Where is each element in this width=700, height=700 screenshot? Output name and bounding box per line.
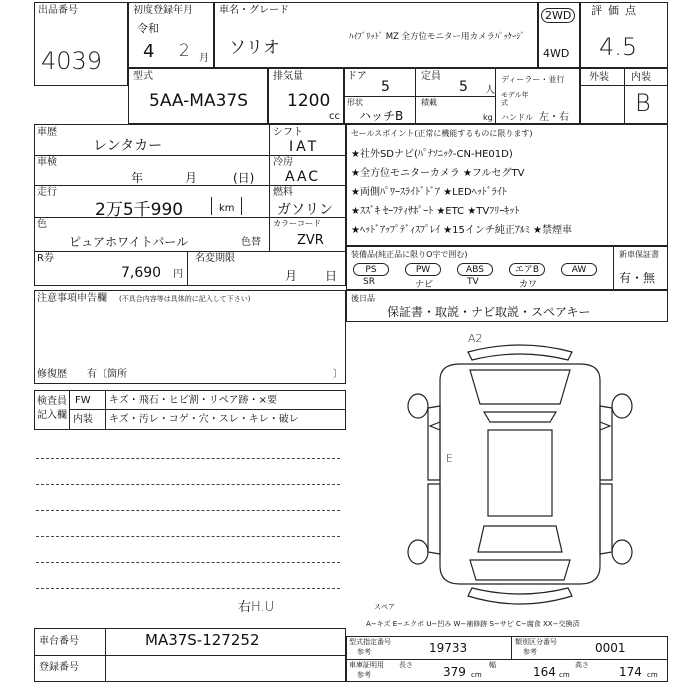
fw-items: キズ・飛石・ヒビ割・リペア跡・×要	[109, 395, 277, 406]
cert-ref: 参考	[357, 671, 371, 679]
interior-row-label: 内装	[73, 414, 93, 425]
length-value: 379	[443, 665, 466, 679]
chassis-value: MA37S-127252	[145, 631, 260, 649]
equipment-item: SR	[363, 277, 375, 287]
width-value: 164	[533, 665, 556, 679]
drive-2wd: 2WD	[541, 8, 575, 23]
new-warranty-label: 新車保証書	[619, 250, 659, 259]
equipment-badge: PW	[405, 263, 441, 276]
repair-label: 修復歴	[37, 369, 67, 380]
reg-year: 4	[143, 41, 155, 62]
color-code-label: カラーコード	[273, 219, 321, 228]
reg-date-box	[128, 2, 214, 68]
color-label: 色	[37, 219, 47, 230]
inspection-year: 年	[131, 171, 144, 185]
doors-label: ドア	[347, 71, 367, 82]
aftermarket-label: 後日品	[351, 294, 375, 303]
sales-point-item: ★両側ﾊﾟﾜｰｽﾗｲﾄﾞﾄﾞｱ ★LEDﾍｯﾄﾞﾗｲﾄ	[351, 187, 507, 198]
equipment-item: TV	[467, 277, 479, 287]
inspector-label: 検査員記入欄	[37, 396, 67, 421]
length-label: 長さ	[399, 661, 413, 669]
displacement-box	[268, 68, 344, 124]
score-box	[580, 2, 668, 68]
color-code-value: ZVR	[297, 233, 324, 248]
inspection-day: (日)	[233, 171, 255, 185]
category-ref: 参考	[523, 648, 537, 656]
exterior-label: 外装	[589, 72, 609, 83]
model-designation-ref: 参考	[357, 648, 371, 656]
handle-value: 左・右	[539, 112, 569, 123]
reg-year-label: 初度登録年月	[133, 5, 193, 16]
displacement-value: 1200	[287, 91, 331, 111]
km-unit: km	[219, 203, 235, 214]
shape-value: ハッチB	[359, 109, 404, 123]
model-year-label: モデル年式	[501, 91, 529, 107]
kg-unit: kg	[483, 113, 493, 122]
mileage-label: 走行	[37, 187, 57, 198]
width-unit: cm	[559, 671, 570, 679]
registration-label: 登録番号	[39, 662, 79, 673]
category-label: 類別区分番号	[515, 638, 557, 646]
era: 令和	[137, 22, 159, 35]
model-designation-value: 19733	[429, 641, 468, 655]
model-value: 5AA-MA37S	[149, 91, 249, 111]
spare-label: スペア	[374, 603, 395, 611]
equipment-badge: AW	[561, 263, 597, 276]
lot-number-box	[34, 2, 128, 86]
history-block	[34, 124, 346, 286]
color-no-label: 色替	[241, 237, 261, 248]
sales-point-item: ★全方位モニターカメラ ★フルセグTV	[351, 168, 525, 179]
handle-label: ハンドル	[501, 113, 533, 122]
model-label: 型式	[133, 71, 153, 82]
height-label: 高さ	[575, 661, 589, 669]
lot-label: 出品番号	[38, 5, 78, 16]
doors-value: 5	[381, 79, 390, 95]
interior-label: 内装	[631, 72, 651, 83]
inspector-box	[34, 390, 346, 430]
damage-legend: A−キズ E−エクボ U−凹み W−補修跡 S−サビ C−腐食 XX−交換済	[366, 620, 580, 628]
interior-items: キズ・汚レ・コゲ・穴・スレ・キレ・破レ	[109, 414, 299, 425]
equipment-badge: PS	[353, 263, 389, 276]
recycle-value: 7,690	[121, 265, 162, 281]
history-value: レンタカー	[93, 138, 163, 154]
title-deadline-month: 月	[285, 269, 298, 283]
name-grade-label: 車名・グレード	[219, 5, 289, 16]
chassis-label: 車台番号	[39, 636, 79, 647]
mark-e: E	[446, 452, 453, 465]
mileage-value: 2万5千990	[95, 200, 184, 220]
shift-label: シフト	[273, 127, 303, 138]
month-unit: 月	[199, 53, 209, 64]
cooler-value: AAC	[285, 169, 321, 185]
cc-unit: cc	[329, 111, 340, 122]
color-value: ピュアホワイトパール	[69, 235, 189, 249]
car-name: ソリオ	[229, 38, 280, 58]
sales-point-item: ★社外SDナビ(ﾊﾟﾅｿﾆｯｸ-CN-HE01D)	[351, 149, 513, 160]
mark-a2: A2	[468, 332, 483, 345]
aftermarket-box	[346, 290, 668, 322]
capacity-value: 5	[459, 79, 468, 95]
caution-sub: (不具合内容等は具体的に記入して下さい)	[119, 295, 251, 303]
name-grade-box	[214, 2, 538, 68]
title-deadline-day: 日	[325, 269, 338, 283]
equipment-badge: エアB	[509, 263, 545, 276]
grade: ﾊｲﾌﾞﾘｯﾄﾞ MZ 全方位モニター用カメラﾊﾟｯｹｰｼﾞ	[349, 32, 525, 42]
displacement-label: 排気量	[273, 71, 303, 82]
car-diagram	[400, 330, 640, 620]
equipment-item: カワ	[519, 280, 538, 290]
sales-point-item: ★ﾍｯﾄﾞｱｯﾌﾟﾃﾞｨｽﾌﾟﾚｲ ★15インチ純正ｱﾙﾐ ★禁煙車	[351, 225, 572, 236]
load-label: 積載	[421, 98, 437, 107]
lot-number: 4039	[41, 47, 103, 75]
body-box	[344, 68, 580, 124]
interior-grade: B	[635, 89, 651, 117]
recycle-unit: 円	[173, 269, 183, 280]
repair-value: 有〔箇所	[87, 369, 127, 380]
width-label: 幅	[489, 661, 496, 669]
inspection-label: 車検	[37, 157, 57, 168]
fuel-label: 燃料	[273, 187, 293, 198]
shape-label: 形状	[347, 98, 363, 107]
length-unit: cm	[471, 671, 482, 679]
history-label: 車歴	[37, 127, 57, 138]
repair-close: 〕	[333, 369, 343, 380]
fuel-value: ガソリン	[277, 202, 333, 218]
score-label: 評価点	[591, 4, 642, 17]
inspection-month: 月	[185, 171, 198, 185]
ext-int-box	[580, 68, 668, 124]
cooler-label: 冷房	[273, 157, 293, 168]
sales-points-box	[346, 124, 668, 246]
new-warranty-value: 有・無	[619, 271, 656, 285]
caution-label: 注意事項申告欄	[37, 293, 107, 304]
score-value: 4.5	[599, 33, 638, 61]
equipment-badge: ABS	[457, 263, 493, 276]
equipment-box	[346, 246, 668, 290]
recycle-label: R券	[37, 253, 54, 264]
sales-points-title: セールスポイント(正常に機能するものに限ります)	[351, 129, 533, 138]
drive-4wd: 4WD	[543, 47, 570, 60]
equipment-title: 装備品(純正品に限りO字で囲む)	[351, 250, 468, 259]
shift-value: IAT	[289, 139, 320, 155]
model-box	[128, 68, 268, 124]
fw-label: FW	[75, 395, 91, 406]
drive-box	[538, 2, 580, 68]
reg-month: 2	[179, 41, 190, 61]
sales-point-item: ★ｽｽﾞｷ ｾｰﾌﾃｨｻﾎﾟｰﾄ ★ETC ★TVﾌﾘｰｷｯﾄ	[351, 206, 520, 217]
equipment-item: ナビ	[415, 280, 434, 290]
aftermarket-value: 保証書・取説・ナビ取説・スペアキー	[387, 305, 591, 319]
title-deadline-label: 名変期限	[195, 253, 235, 264]
handwritten-note: 右H.U	[238, 600, 275, 615]
capacity-unit: 人	[485, 85, 495, 96]
caution-box	[34, 290, 346, 384]
dealer-label: ディーラー・並行	[501, 75, 565, 84]
capacity-label: 定員	[421, 71, 441, 82]
height-value: 174	[619, 665, 642, 679]
height-unit: cm	[647, 671, 658, 679]
cert-label: 車庫証明用	[349, 661, 384, 669]
model-designation-label: 型式指定番号	[349, 638, 391, 646]
footer-right	[346, 636, 668, 682]
footer-left	[34, 628, 346, 682]
category-value: 0001	[595, 641, 626, 655]
